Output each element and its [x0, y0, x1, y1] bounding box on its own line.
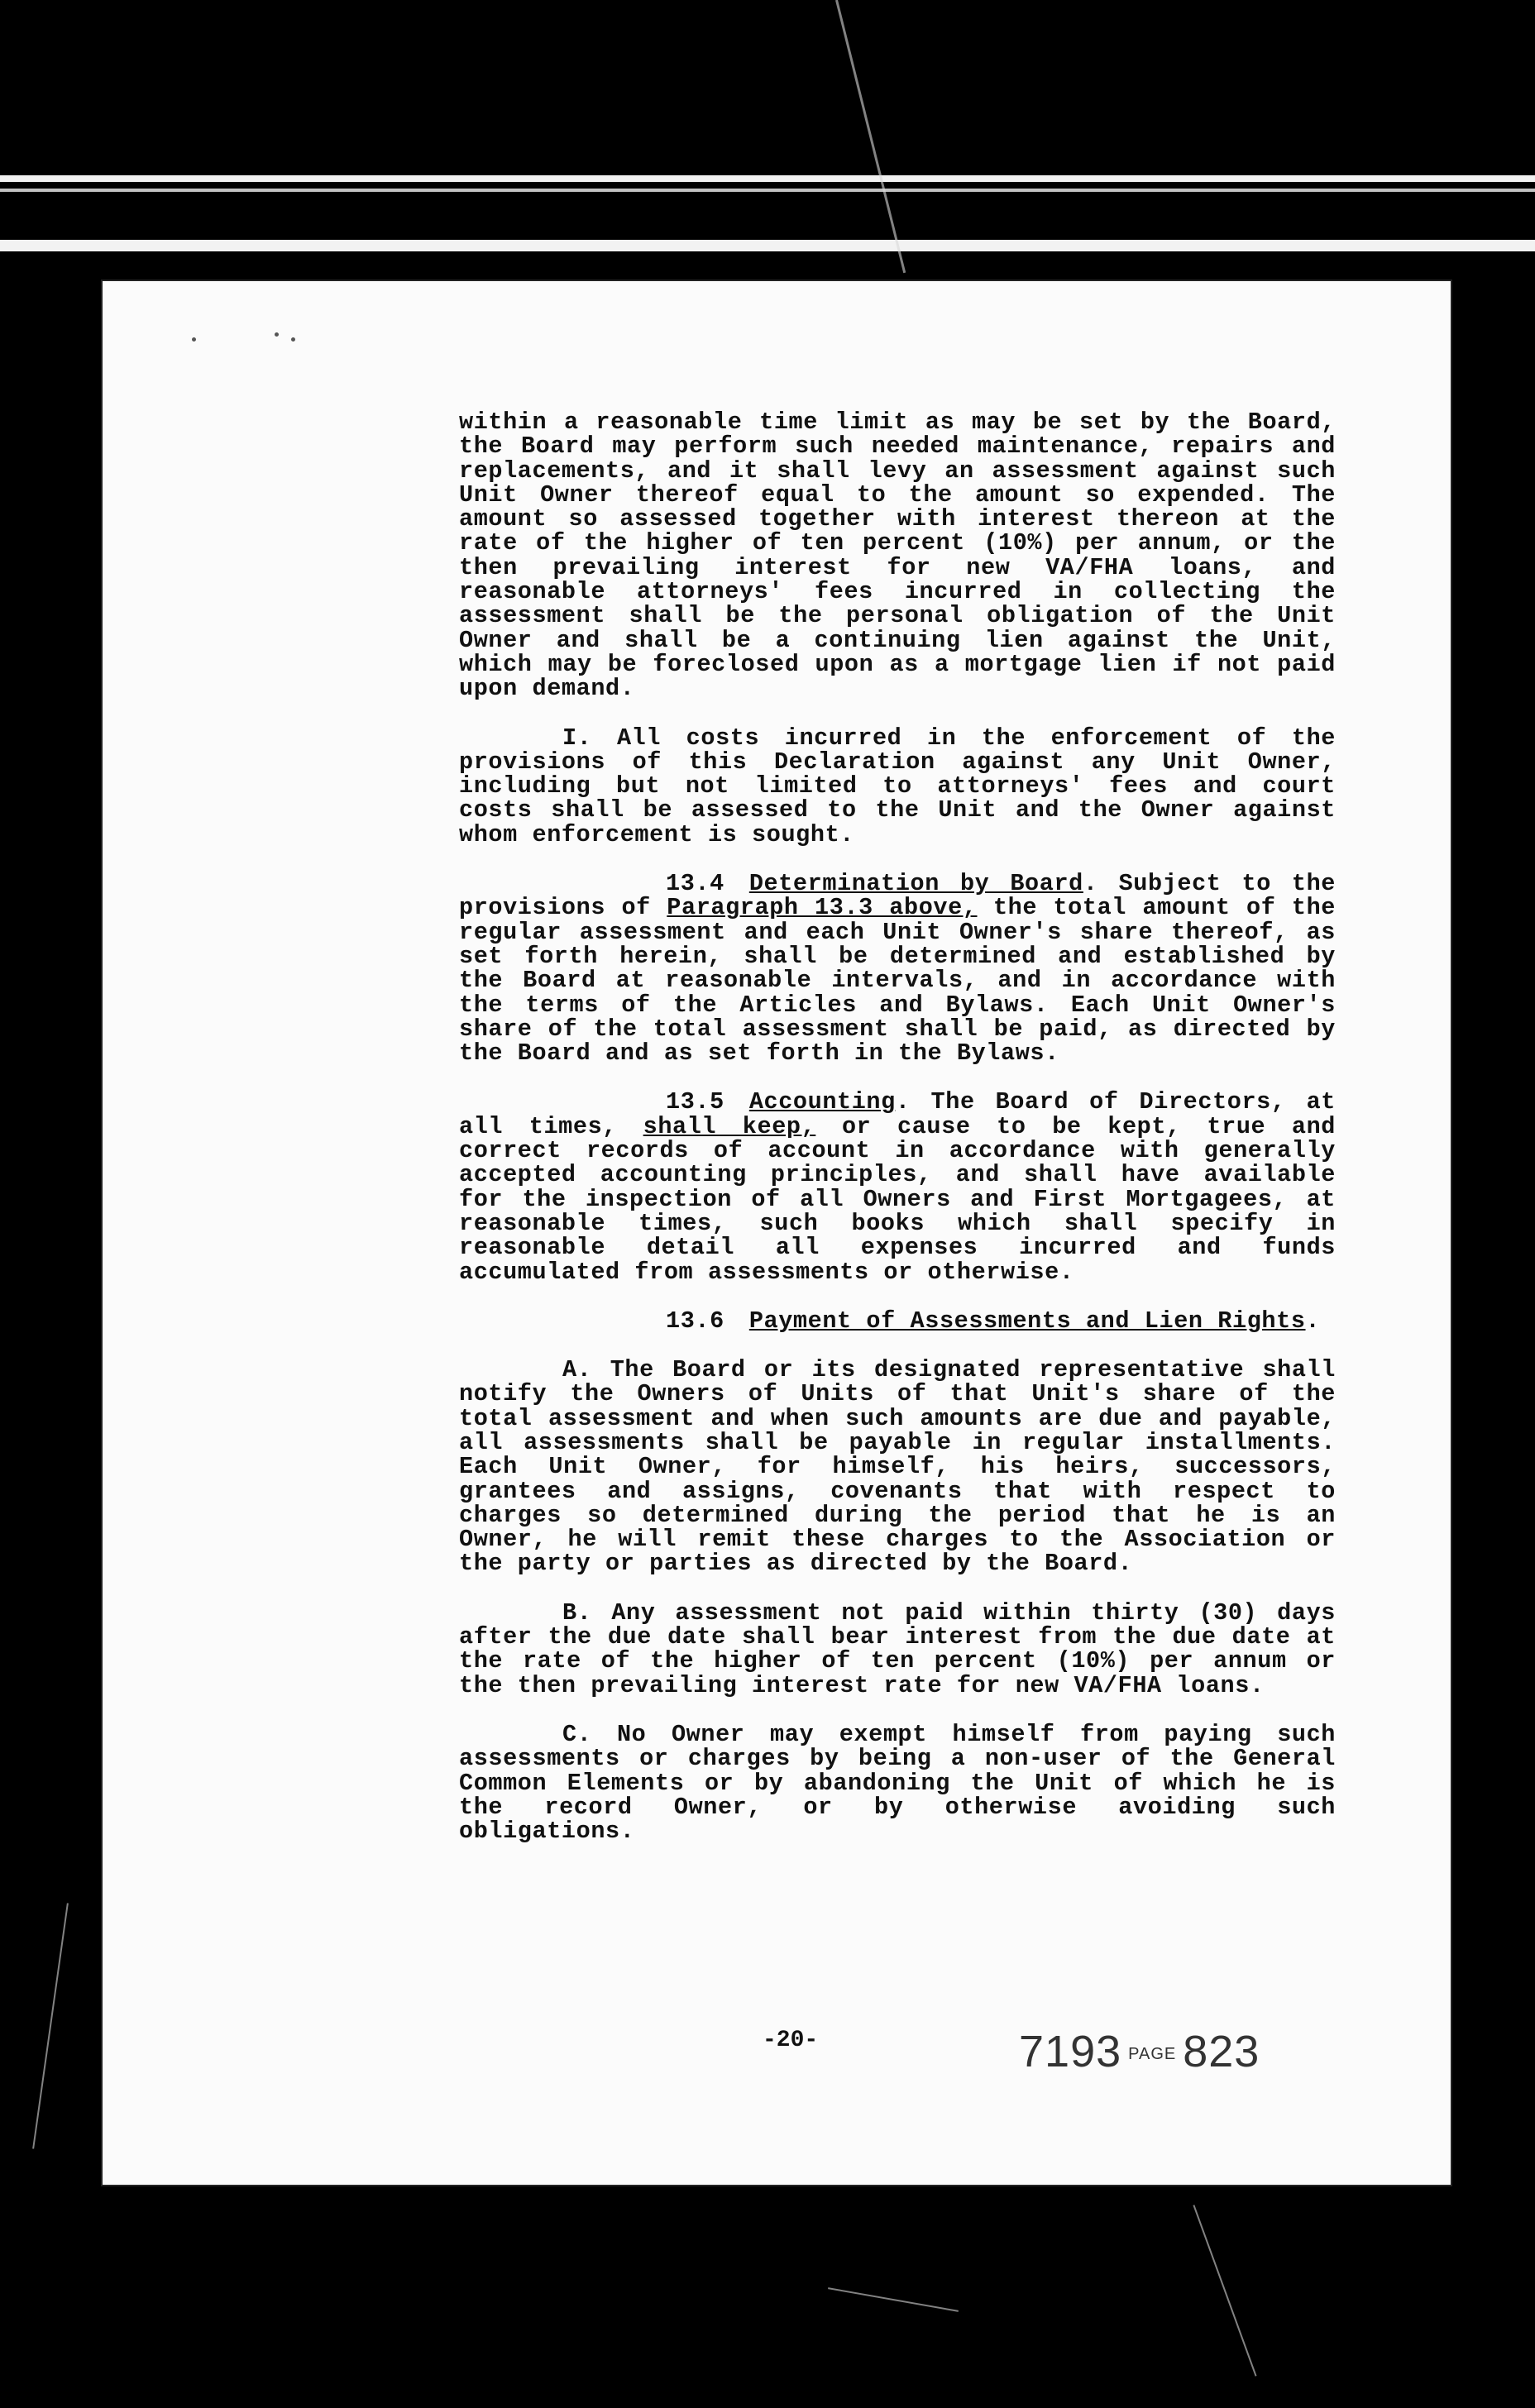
section-number: 13.4: [666, 870, 724, 898]
section-text: . The Board of Directors, at all times,: [459, 1088, 1336, 1140]
section-13-4: [459, 870, 1337, 1068]
scan-edge-line: [0, 189, 1535, 192]
scan-scratch: [835, 0, 906, 273]
subsection-b: B. Any assessment not paid within thirty (30) days after the due date shall bear interest from the due date at the rate of the higher of ten percent (10%) per annum or the then prevailing interest rate for new VA/FHA loans.: [459, 1598, 1336, 1699]
paragraph-item-i: I. All costs incurred in the enforcement of the provisions of this Declaration against any Unit Owner, including but not limited to attorneys' fees and court costs shall be assessed to the Unit and the Owner against whom enforcement is sought.: [459, 724, 1336, 848]
scan-edge-line: [0, 175, 1535, 182]
section-reference: Paragraph 13.3 above,: [667, 894, 978, 922]
scan-scratch: [32, 1903, 69, 2148]
section-13-5: [459, 1088, 1337, 1286]
dust-speck: [291, 337, 295, 342]
section-number: 13.5: [666, 1088, 724, 1116]
section-text: .: [1305, 1307, 1321, 1335]
book-number: 7193: [1019, 2027, 1122, 2076]
section-13-6: [459, 1309, 1336, 1333]
scan-edge-line: [0, 240, 1535, 251]
subsection-a: A. The Board or its designated representative shall notify the Owners of Units of that Unit's share of the total assessment and when such amounts are due and payable, all assessments shall be payable in regular installments. Each Unit Owner, for himself, his heirs, successors, grantees and assigns, covenants that with respect to charges so determined during the period that he is an Owner, he will remit these charges to the Association or the party or parties as directed by the Board.: [459, 1356, 1336, 1578]
document-page: [101, 280, 1452, 2186]
paragraph-continued: within a reasonable time limit as may be set by the Board, the Board may perform such needed maintenance, repairs and replacements, and it shall levy an assessment against such Unit Owner thereof equal to the amount so expended. The amount so assessed together with interest thereon at the rate of the higher of ten percent (10%) per annum, or the then prevailing interest for new VA/FHA loans, and reasonable attorneys' fees incurred in collecting the assessment shall be the personal obligation of the Unit Owner and shall be a continuing lien against the Unit, which may be foreclosed upon as a mortgage lien if not paid upon demand.: [459, 408, 1336, 703]
dust-speck: [192, 337, 196, 342]
document-body: [459, 410, 1336, 1868]
section-text: the total amount of the regular assessment and each Unit Owner's share thereof, as set forth herein, shall be determined and established by the Board at reasonable intervals, and in accordance with the terms of the Articles and Bylaws. Each Unit Owner's share of the total assessment shall be paid, as directed by the Board and as set forth in the Bylaws.: [459, 894, 1337, 1068]
dust-speck: [275, 332, 279, 337]
scan-scratch: [1193, 2205, 1256, 2376]
section-heading: Determination by Board: [748, 870, 1083, 898]
recording-page-number: 823: [1183, 2027, 1260, 2076]
page-label: PAGE: [1128, 2045, 1177, 2064]
section-heading: Payment of Assessments and Lien Rights: [748, 1307, 1306, 1335]
page-number: -20-: [763, 2028, 819, 2053]
section-number: 13.6: [666, 1307, 724, 1335]
section-heading: Accounting: [748, 1088, 896, 1116]
section-text: or cause to be kept, true and correct records of account in accordance with generally accepted accounting principles, and shall have available for the inspection of all Owners and First Mortgagees, at reasonable times, such books which shall specify in reasonable detail all expenses incurred and funds accumulated from assessments or otherwise.: [459, 1112, 1337, 1286]
subsection-c: C. No Owner may exempt himself from paying such assessments or charges by being a non-user of the General Common Elements or by abandoning the Unit of which he is the record Owner, or by otherwise avoiding such obligations.: [459, 1720, 1336, 1846]
recording-stamp: [1019, 2026, 1260, 2077]
scan-scratch: [828, 2287, 959, 2312]
section-underlined-phrase: shall keep,: [643, 1112, 816, 1140]
section-text: . Subject to the provisions of: [459, 870, 1337, 922]
